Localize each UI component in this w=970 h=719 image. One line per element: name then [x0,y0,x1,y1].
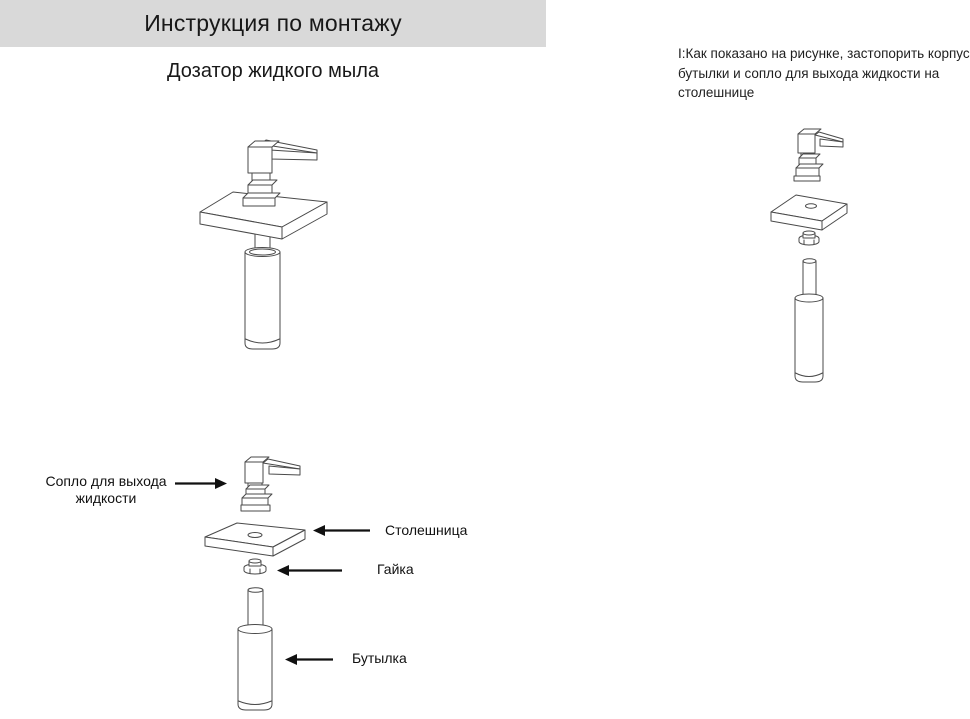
arrow-right-icon [175,477,227,495]
exploded-view-right-drawing [760,125,880,390]
countertop-label: Столешница [385,522,468,538]
instruction-line-2: бутылки и сопло для выхода жидкости на [678,65,940,81]
pump-head [241,457,300,511]
instruction-text [678,44,970,103]
arrow-left-icon [313,524,370,542]
instruction-line-1: I:Как показано на рисунке, застопорить корпус [678,46,970,61]
nut-label: Гайка [377,561,414,577]
nozzle-label-line-2: жидкости [75,490,137,506]
countertop-plate [771,195,847,230]
bottle-and-tube [238,588,272,710]
mounting-nut [244,559,266,574]
nozzle-label [38,473,174,507]
product-subtitle: Дозатор жидкого мыла [166,60,380,82]
bottle-label: Бутылка [352,650,407,666]
arrow-left-icon [285,653,333,671]
assembled-dispenser-drawing [190,130,335,370]
arrow-left-icon [277,564,342,582]
header-bar [0,0,546,47]
bottle-and-tube [795,259,823,382]
pump-head [243,140,317,206]
bottle-and-tube [245,225,280,349]
mounting-nut [799,231,819,245]
instruction-line-3: столешнице [678,85,755,100]
pump-head [794,129,843,181]
countertop-plate [205,523,305,556]
page-title: Инструкция по монтажу [144,10,402,36]
nozzle-label-line-1: Сопло для выхода [45,473,167,489]
